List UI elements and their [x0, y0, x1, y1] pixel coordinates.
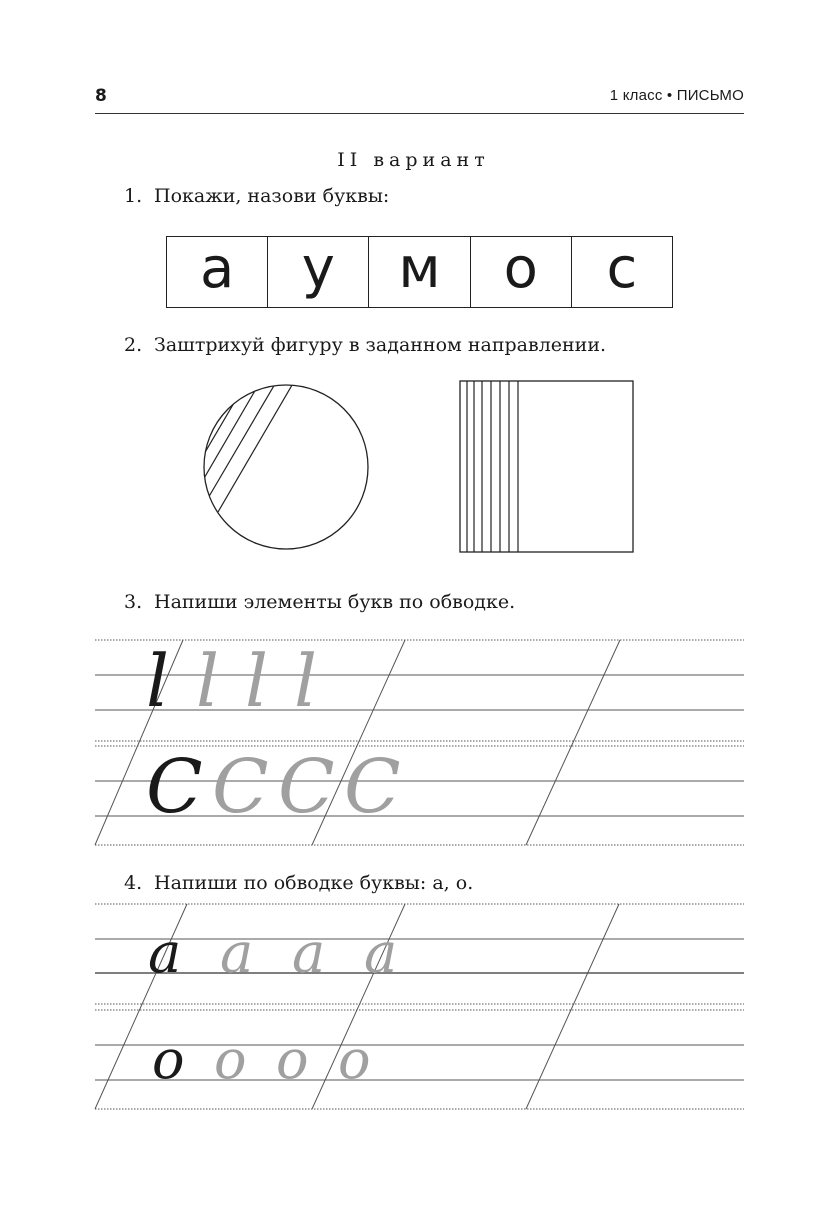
sample-glyph: a	[148, 921, 182, 986]
task-number: 1.	[124, 185, 143, 207]
task-number: 2.	[124, 334, 143, 356]
letter-cell: у	[268, 237, 369, 307]
task-text: Покажи, назови буквы:	[154, 185, 390, 207]
variant-title: II вариант	[337, 149, 490, 171]
sample-glyph: l	[146, 639, 170, 723]
task-text: Напиши по обводке буквы: а, о.	[154, 872, 474, 894]
letter-cell: о	[471, 237, 572, 307]
page-number: 8	[95, 86, 107, 106]
sample-glyph: o	[152, 1028, 185, 1091]
letter-cell: а	[167, 237, 268, 307]
letter-cell: м	[369, 237, 470, 307]
trace-glyph: o	[214, 1028, 247, 1091]
task-text: Напиши элементы букв по обводке.	[154, 591, 516, 613]
running-title: 1 класс • ПИСЬМО	[609, 87, 744, 104]
trace-glyph: l	[245, 639, 269, 723]
sample-glyph: C	[146, 744, 203, 830]
trace-glyph: a	[220, 921, 254, 986]
trace-glyph: C	[344, 744, 401, 830]
task-number: 3.	[124, 591, 143, 613]
letter-cell: с	[606, 236, 638, 301]
trace-glyph: o	[338, 1028, 371, 1091]
trace-glyph: l	[294, 639, 318, 723]
trace-glyph: C	[212, 744, 269, 830]
trace-glyph: a	[292, 921, 326, 986]
slant-line	[526, 904, 619, 1109]
task-text: Заштрихуй фигуру в заданном направлении.	[154, 334, 607, 356]
trace-glyph: l	[196, 639, 220, 723]
trace-glyph: a	[364, 921, 398, 986]
task-number: 4.	[124, 872, 143, 894]
trace-glyph: o	[276, 1028, 309, 1091]
trace-glyph: C	[278, 744, 335, 830]
